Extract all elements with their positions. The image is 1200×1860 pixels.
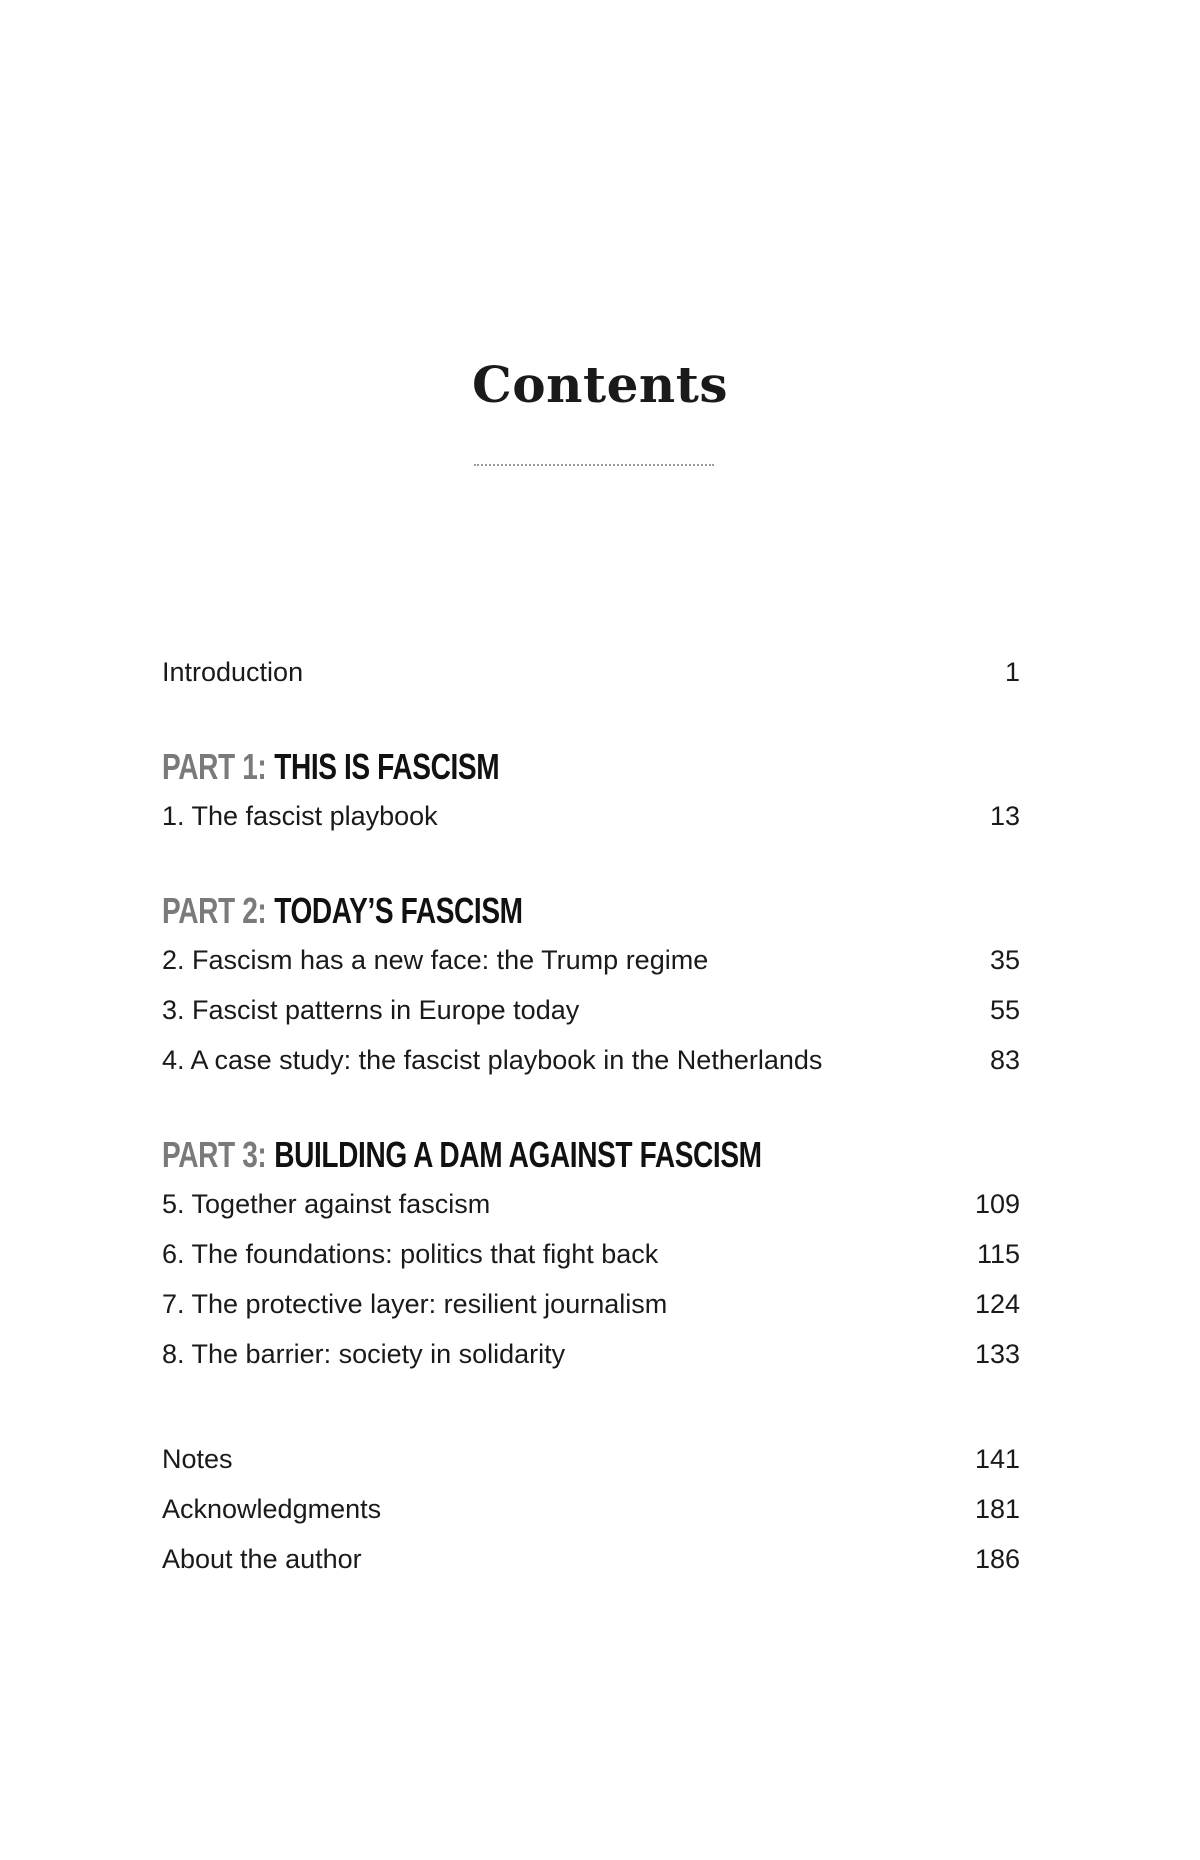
toc-entry-introduction[interactable] <box>162 652 1020 692</box>
toc-entry-label: 2. Fascism has a new face: the Trump regime <box>162 944 709 975</box>
toc-entry-label: 3. Fascist patterns in Europe today <box>162 994 580 1025</box>
toc-entry-page: 35 <box>989 944 1020 975</box>
toc-entry-label: 7. The protective layer: resilient journalism <box>162 1288 668 1319</box>
toc-entry-chapter-6[interactable] <box>162 1234 1020 1274</box>
title-divider <box>474 464 714 466</box>
toc-entry-page: 55 <box>989 994 1020 1025</box>
toc-entry-page: 141 <box>974 1443 1020 1474</box>
toc-entry-notes[interactable] <box>162 1439 1020 1479</box>
toc-entry-page: 186 <box>974 1543 1020 1574</box>
toc-entry-chapter-8[interactable] <box>162 1334 1020 1374</box>
part-number: PART 1: <box>162 746 267 787</box>
toc-entry-about-the-author[interactable] <box>162 1539 1020 1579</box>
part-heading-2 <box>162 885 831 937</box>
toc-entry-label: Acknowledgments <box>162 1493 382 1524</box>
toc-entry-page: 83 <box>989 1044 1020 1075</box>
toc-entry-label: Notes <box>162 1443 233 1474</box>
part-number: PART 2: <box>162 890 267 931</box>
part-heading-1 <box>162 741 831 793</box>
toc-entry-label: 6. The foundations: politics that fight back <box>162 1238 659 1269</box>
part-title: THIS IS FASCISM <box>274 746 500 787</box>
part-title: TODAY’S FASCISM <box>274 890 523 931</box>
toc-entry-page: 124 <box>974 1288 1020 1319</box>
toc-entry-page: 115 <box>976 1238 1020 1269</box>
toc-entry-chapter-1[interactable] <box>162 796 1020 836</box>
toc-entry-chapter-5[interactable] <box>162 1184 1020 1224</box>
toc-entry-label: 4. A case study: the fascist playbook in the Netherlands <box>162 1044 823 1075</box>
part-title: BUILDING A DAM AGAINST FASCISM <box>274 1134 762 1175</box>
toc-entry-chapter-7[interactable] <box>162 1284 1020 1324</box>
toc-entry-chapter-3[interactable] <box>162 990 1020 1030</box>
page-title: Contents <box>471 355 728 414</box>
toc-entry-page: 13 <box>989 800 1020 831</box>
toc-entry-label: About the author <box>162 1543 362 1574</box>
toc-entry-page: 133 <box>974 1338 1020 1369</box>
toc-entry-label: 8. The barrier: society in solidarity <box>162 1338 566 1369</box>
toc-entry-page: 1 <box>1004 656 1020 687</box>
toc-entry-label: Introduction <box>162 656 304 687</box>
toc-entry-acknowledgments[interactable] <box>162 1489 1020 1529</box>
part-heading-3 <box>162 1129 831 1181</box>
toc-entry-page: 181 <box>974 1493 1020 1524</box>
toc-entry-label: 1. The fascist playbook <box>162 800 438 831</box>
toc-entry-page: 109 <box>974 1188 1020 1219</box>
toc-entry-chapter-2[interactable] <box>162 940 1020 980</box>
part-number: PART 3: <box>162 1134 267 1175</box>
toc-entry-label: 5. Together against fascism <box>162 1188 491 1219</box>
toc-entry-chapter-4[interactable] <box>162 1040 1020 1080</box>
